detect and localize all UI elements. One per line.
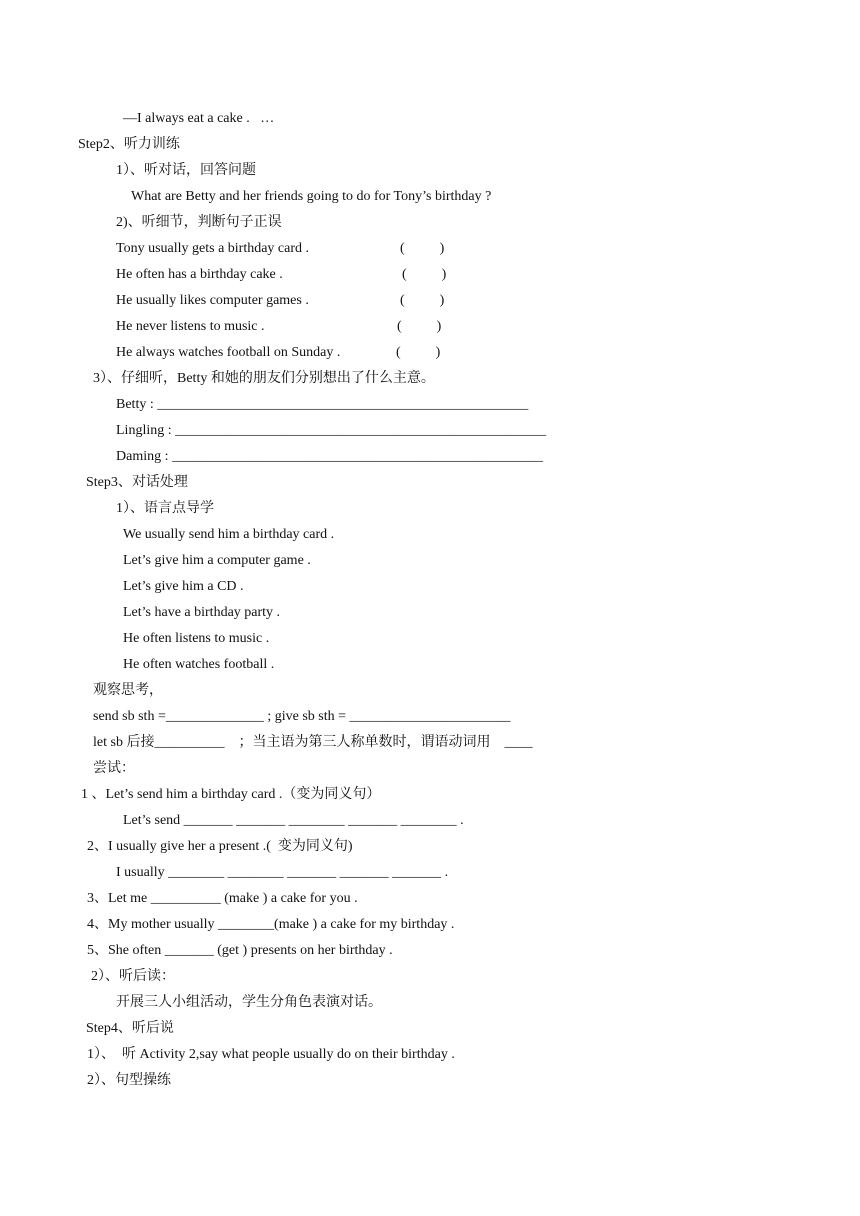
tf-statement: He never listens to music . (116, 319, 265, 334)
example-sentence: Let’s have a birthday party . (123, 605, 281, 620)
example-sentence: Let’s give him a CD . (123, 579, 244, 594)
step3-task2-desc: 开展三人小组活动，学生分角色表演对话。 (116, 995, 382, 1010)
step2-task2: 2)、听细节，判断句子正误 (116, 215, 282, 230)
tf-answer-blank[interactable]: ( ) (400, 241, 445, 256)
try-label: 尝试： (93, 761, 135, 776)
step3-task2: 2）、听后读： (91, 969, 175, 984)
step2-task3: 3）、仔细听，Betty 和她的朋友们分别想出了什么主意。 (93, 371, 435, 386)
step2-task1: 1）、听对话，回答问题 (116, 163, 256, 178)
let-rule[interactable]: let sb 后接__________ ；当主语为第三人称单数时，谓语动词用 ____ (93, 735, 533, 750)
step4-task1: 1）、 听 Activity 2,say what people usually do on their birthday . (87, 1047, 455, 1062)
step2-question: What are Betty and her friends going to do for Tony’s birthday ? (131, 189, 492, 204)
example-sentence: Let’s give him a computer game . (123, 553, 311, 568)
tf-statement: He always watches football on Sunday . (116, 345, 341, 360)
daming-answer-line[interactable]: Daming : _____________________________________________________ (116, 449, 543, 464)
step2-heading: Step2、听力训练 (78, 137, 180, 152)
observe-label: 观察思考， (93, 683, 163, 698)
exercise-4[interactable]: 4、My mother usually ________(make ) a cake for my birthday . (87, 917, 455, 932)
step4-heading: Step4、听后说 (86, 1021, 174, 1036)
send-give-rule[interactable]: send sb sth =______________ ; give sb sth = _______________________ (93, 709, 511, 724)
exercise-2: 2、I usually give her a present .( 变为同义句) (87, 839, 353, 854)
tf-answer-blank[interactable]: ( ) (402, 267, 447, 282)
exercise-2-blanks[interactable]: I usually ________ ________ _______ _______ _______ . (116, 865, 449, 880)
lingling-answer-line[interactable]: Lingling : _____________________________________________________ (116, 423, 547, 438)
exercise-1-blanks[interactable]: Let’s send _______ _______ ________ _______ ________ . (123, 813, 464, 828)
dialogue-line: —I always eat a cake . … (123, 111, 275, 126)
tf-statement: He often has a birthday cake . (116, 267, 283, 282)
exercise-1: 1 、Let’s send him a birthday card .（变为同义句） (81, 787, 381, 802)
step3-heading: Step3、对话处理 (86, 475, 188, 490)
tf-answer-blank[interactable]: ( ) (400, 293, 445, 308)
exercise-3[interactable]: 3、Let me __________ (make ) a cake for you . (87, 891, 358, 906)
step4-task2: 2）、句型操练 (87, 1073, 171, 1088)
tf-answer-blank[interactable]: ( ) (396, 345, 441, 360)
tf-answer-blank[interactable]: ( ) (397, 319, 442, 334)
betty-answer-line[interactable]: Betty : _____________________________________________________ (116, 397, 529, 412)
example-sentence: He often watches football . (123, 657, 275, 672)
example-sentence: We usually send him a birthday card . (123, 527, 335, 542)
step3-task1: 1）、语言点导学 (116, 501, 214, 516)
exercise-5[interactable]: 5、She often _______ (get ) presents on her birthday . (87, 943, 393, 958)
example-sentence: He often listens to music . (123, 631, 270, 646)
tf-statement: Tony usually gets a birthday card . (116, 241, 310, 256)
tf-statement: He usually likes computer games . (116, 293, 309, 308)
